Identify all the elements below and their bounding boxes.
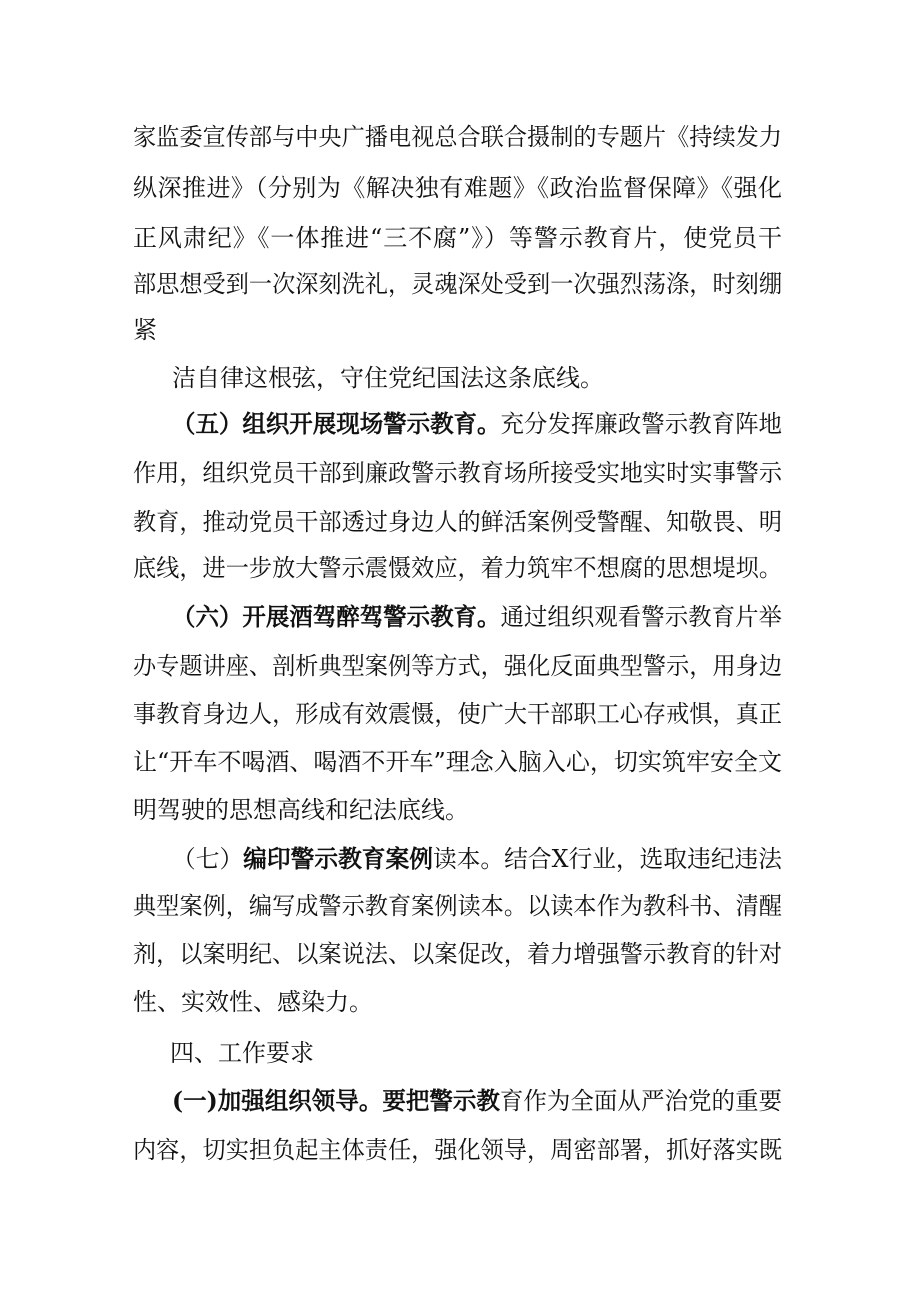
text-line-3	[133, 221, 783, 255]
text-run: 事教育身边人，形成有效震慑，使广大干部职工心存戒惧，真正	[133, 700, 782, 728]
text-run: 剂，以案明纪、以案说法、以案促改，着力增强警示教育的针对	[133, 940, 782, 968]
text-line-19	[133, 985, 373, 1019]
text-line-7	[172, 407, 782, 441]
bold-run: (一)加强组织领导。要把警示教	[172, 1086, 500, 1115]
text-run: 教育，推动党员干部透过身边人的鲜活案例受警醒、知敬畏、明	[133, 508, 782, 536]
text-run: 正风肃纪》《一体推进“三不腐”》）等警示教育片，使党员干	[133, 224, 783, 252]
text-line-6	[172, 361, 604, 395]
text-line-16	[172, 842, 782, 876]
text-run: 充分发挥廉政警示教育阵地	[500, 410, 782, 438]
bold-run: （五）组织开展现场警示教育。	[172, 409, 501, 438]
text-run: 家监委宣传部与中央广播电视总合联合摄制的专题片《持续发力	[133, 123, 782, 151]
text-run: 通过组织观看警示教育片举	[500, 603, 782, 631]
text-run: 让“开车不喝酒、喝酒不开车”理念入脑入心，切实筑牢安全文	[133, 748, 783, 776]
text-run: 读本。结合X行业，选取违纪违法	[432, 845, 782, 873]
text-line-18	[133, 937, 782, 971]
text-line-2	[133, 171, 782, 205]
text-line-5	[133, 313, 157, 347]
text-run: 紧	[133, 316, 157, 344]
text-run: 底线，进一步放大警示震慑效应，着力筑牢不想腐的思想堤坝。	[133, 554, 782, 582]
text-run: （七）	[172, 845, 244, 873]
text-line-15	[133, 793, 469, 827]
text-run: 办专题讲座、剖析典型案例等方式，强化反面典型警示，用身边	[133, 652, 782, 680]
text-line-4	[133, 267, 782, 301]
text-line-22	[133, 1133, 782, 1167]
text-run: 内容，切实担负起主体责任，强化领导，周密部署，抓好落实既	[133, 1136, 782, 1164]
text-line-1	[133, 120, 782, 154]
text-line-11	[172, 600, 782, 634]
section-heading	[170, 1036, 314, 1070]
bold-run: 编印警示教育案例	[243, 844, 433, 873]
text-run: 四、工作要求	[170, 1039, 314, 1067]
text-line-21	[172, 1084, 782, 1118]
text-line-17	[133, 889, 782, 923]
text-run: 明驾驶的思想高线和纪法底线。	[133, 796, 469, 824]
bold-run: （六）开展酒驾醉驾警示教育。	[172, 602, 501, 631]
text-run: 典型案例，编写成警示教育案例读本。以读本作为教科书、清醒	[133, 892, 782, 920]
text-line-10	[133, 551, 782, 585]
text-line-8	[133, 456, 782, 490]
text-line-13	[133, 697, 782, 731]
text-run: 纵深推进》（分别为《解决独有难题》《政治监督保障》《强化	[133, 174, 783, 202]
text-line-9	[133, 505, 782, 539]
text-run: 作用，组织党员干部到廉政警示教育场所接受实地实时实事警示	[133, 459, 782, 487]
text-run: 洁自律这根弦，守住党纪国法这条底线。	[172, 364, 604, 392]
text-run: 育作为全面从严治党的重要	[499, 1087, 782, 1115]
text-run: 部思想受到一次深刻洗礼，灵魂深处受到一次强烈荡涤，时刻绷	[133, 270, 782, 298]
text-run: 性、实效性、感染力。	[133, 988, 373, 1016]
text-line-14	[133, 745, 782, 779]
text-line-12	[133, 649, 782, 683]
